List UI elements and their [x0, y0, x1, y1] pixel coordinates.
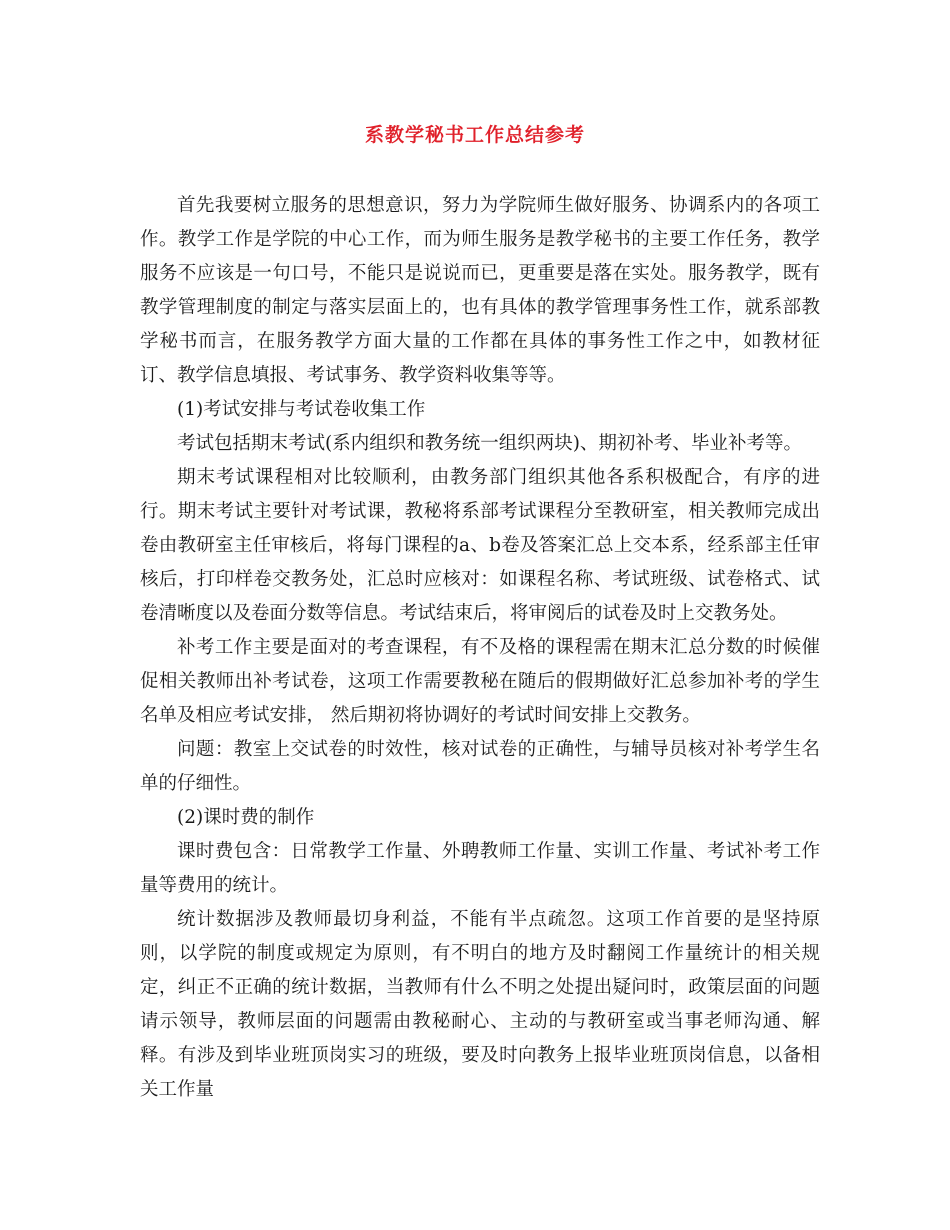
paragraph-exam-issues: 问题：教室上交试卷的时效性，核对试卷的正确性，与辅导员核对补考学生名单的仔细性。 [140, 739, 820, 794]
document-title: 系教学秘书工作总结参考 [364, 124, 585, 146]
paragraph-final-exam: 期末考试课程相对比较顺利，由教务部门组织其他各系积极配合，有序的进行。期末考试主要针对考试课，教秘将系部考试课程分至教研室，相关教师完成出卷由教研室主任审核后，将每门课程的a、b卷及答案汇总上交本系，经系部主任审核后，打印样卷交教务处，汇总时应核对：如课程名称、考试班级、试卷格式、试卷清晰度以及卷面分数等信息。考试结束后，将审阅后的试卷及时上交教务处。 [140, 467, 820, 624]
section-heading-fees: (2)课时费的制作 [177, 807, 315, 828]
paragraph-fee-statistics: 统计数据涉及教师最切身利益，不能有半点疏忽。这项工作首要的是坚持原则，以学院的制度或规定为原则，有不明白的地方及时翻阅工作量统计的相关规定，纠正不正确的统计数据，当教师有什么不明之处提出疑问时，政策层面的问题请示领导，教师层面的问题需由教秘耐心、主动的与教研室或当事老师沟通、解释。有涉及到毕业班顶岗实习的班级，要及时向教务上报毕业班顶岗信息，以备相关工作量 [140, 909, 820, 1100]
paragraph-exam-types: 考试包括期末考试(系内组织和教务统一组织两块)、期初补考、毕业补考等。 [177, 433, 802, 454]
document-body [140, 189, 820, 1107]
section-heading-exam: (1)考试安排与考试卷收集工作 [177, 399, 426, 420]
paragraph-fee-contents: 课时费包含：日常教学工作量、外聘教师工作量、实训工作量、考试补考工作量等费用的统计。 [140, 841, 820, 896]
paragraph-intro: 首先我要树立服务的思想意识，努力为学院师生做好服务、协调系内的各项工作。教学工作是学院的中心工作，而为师生服务是教学秘书的主要工作任务，教学服务不应该是一句口号，不能只是说说而已，更重要是落在实处。服务教学，既有教学管理制度的制定与落实层面上的，也有具体的教学管理事务性工作，就系部教学秘书而言，在服务教学方面大量的工作都在具体的事务性工作之中，如教材征订、教学信息填报、考试事务、教学资料收集等等。 [140, 195, 820, 386]
paragraph-makeup-exam: 补考工作主要是面对的考查课程，有不及格的课程需在期末汇总分数的时候催促相关教师出补考试卷，这项工作需要教秘在随后的假期做好汇总参加补考的学生名单及相应考试安排， 然后期初将协调好的考试时间安排上交教务。 [140, 637, 820, 726]
